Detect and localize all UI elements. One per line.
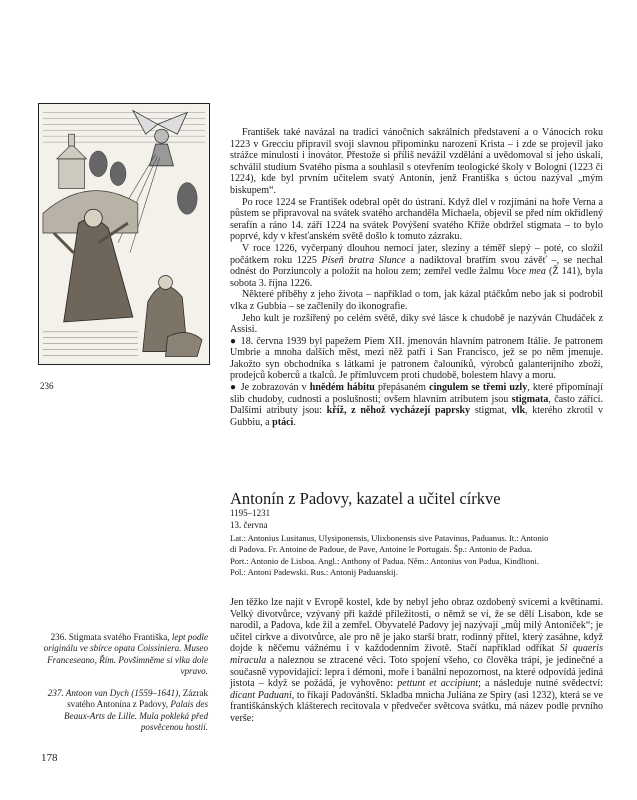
paragraph: Jen těžko lze najít v Evropě kostel, kde by nebyl jeho obraz ozdobený svícemi a květinami. Velký divotvůrce, vzývaný při každé příležitosti, o němž se ví, že se dělí Lisabon, kde se narodil, a Padova, kde žil a zemřel. Obyvatelé Padovy jej nazývají „můj milý Antoníček“; je učitel církve a divotvůrce, ale pro ně je jako starší bratr, rodinný přítel, který zasáhne, když dojde k něčemu vážnému i v každodenním životě. Stačí například odříkat Si quaeris miracula a naleznou se ztracené věci. Toto spojení všeho, co člověka trápí, je jedinečné a současně vypovídající: lepra i démoni, moře i banální nepozornost, na které odpovídá jediná jistota – když se požádá, je vyhověno: pettunt et accipiunt; a následuje nutné svědectví: dicant Paduani, to říkají Padovánští. Skladba mnicha Juliána ze Spiry (asi 1232), která se ve františkánských klášterech recitovala v předvečer světcova svátku, má název podle prvního verše:	[230, 597, 604, 724]
caption-author: 237. Antoon van Dych (1559–1641),	[47, 688, 181, 698]
caption-title: Zázrak svatého Antonína z Padovy,	[67, 688, 208, 710]
caption-text: Palais des Beaux-Arts de Lille. Mula pokleká před posvěcenou hostií.	[64, 699, 208, 733]
etching-stigmata-francis	[38, 103, 210, 365]
figure-number: 236	[40, 381, 54, 391]
bullet-icon: ●	[230, 382, 237, 394]
wolf-figure	[166, 332, 203, 356]
paragraph: V roce 1226, vyčerpaný dlouhou nemocí jater, sleziny a téměř slepý – poté, co složil počátkem roku 1225 Píseň bratra Slunce a nadiktoval bratřím svou závěť –, se nechal odnést do Porziuncoly a položit na holou zem; zemřel vedle žalmu Voce mea (Ž 141), byla sobota 3. října 1226.	[230, 242, 603, 289]
caption-text: lept podle originálu ve sbírce opata Coissiniera. Museo Franceseano, Řím. Povšimněme si vlka dole vpravo.	[43, 632, 208, 677]
bullet-icon: ●	[230, 335, 237, 347]
page-number: 178	[41, 752, 58, 764]
paragraph: Po roce 1224 se František odebral opět do ústraní. Když dlel v rozjímání na hoře Verna a půstem se připravoval na svátek svatého archanděla Michaela, objevil se před ním okřídlený serafín a ráno 14. září 1224 na svátek Povýšení svatého Kříže obdržel stigmata – to bylo poprvé, kdy v křesťanském světě došlo k tomuto zázraku.	[230, 196, 603, 243]
bullet-item: ● Je zobrazován v hnědém hábitu přepásaném cingulem se třemi uzly, které připomínají slib chudoby, cudnosti a poslušnosti; ovšem hlavním atributem jsou stigmata, často zářící. Dalšími atributy jsou: kříž, z něhož vycházejí paprsky stigmat, vlk, kterého zkrotil v Gubbiu, a ptáci.	[230, 382, 603, 428]
section-years: 1195–1231	[230, 508, 271, 518]
intro-text-block	[230, 127, 603, 428]
caption-237	[40, 688, 208, 734]
section-heading: Antonín z Padovy, kazatel a učitel církve	[230, 489, 501, 508]
bullet-item: ● 18. června 1939 byl papežem Piem XII. jmenován hlavním patronem Itálie. Je patronem Umbrie a mnoha dalších měst, mezi něž patří i San Francisco, jež se po něm jmenuje. Jakožto syn obchodníka s látkami je patronem čalouníků, výrobců galanterijního zboží, prodejců koberců a tkalců. Je přímluvcem proti chudobě, bolestem hlavy a moru.	[230, 335, 603, 382]
caption-236	[40, 632, 208, 678]
feast-date: 13. června	[230, 520, 268, 530]
name-line: Port.: Antonio de Lisboa. Angl.: Anthony of Padua. Něm.: Antonius von Padua, Kindltoni.	[230, 555, 539, 566]
caption-title: 236. Stigmata svatého Františka,	[50, 632, 170, 642]
name-line: Pol.: Antoni Padewski. Rus.: Antonij Paduanskij.	[230, 566, 398, 577]
paragraph: František také navázal na tradici vánočních sakrálních představení a o Vánocích roku 1223 v Grecciu připravil svoji slavnou připomínku narození Krista – i zde se projevil jako strážce minulosti i inovátor. Přestože si příliš nevážil vzdělání a uvědomoval si jeho úskalí, schválil studium Svatého písma a souhlasil s otevřením teologické školy v Bologni (1223 či 1224), kde byl prvním učitelem svatý Antonín, jenž Františka s úctou nazýval „mým biskupem“.	[230, 127, 603, 196]
name-line: Lat.: Antonius Lusitanus, Ulysiponensis, Ulixbonensis sive Patavinus, Paduanus. It.: Antonio	[230, 533, 549, 543]
paragraph: Některé příběhy z jeho života – například o tom, jak kázal ptáčkům nebo jak si podrobil vlka z Gubbia – se začlenily do ikonografie.	[230, 289, 603, 312]
anthony-text-block	[230, 597, 603, 725]
paragraph: Jeho kult je rozšířený po celém světě, díky své lásce k chudobě je nazýván Chudáček z Assisi.	[230, 312, 603, 336]
name-line: di Padova. Fr. Antoine de Padoue, de Pave, Antoine le Portugais. Šp.: Antonio de Padua.	[230, 544, 533, 555]
name-variants	[230, 533, 603, 578]
etching-illustration	[39, 104, 209, 364]
